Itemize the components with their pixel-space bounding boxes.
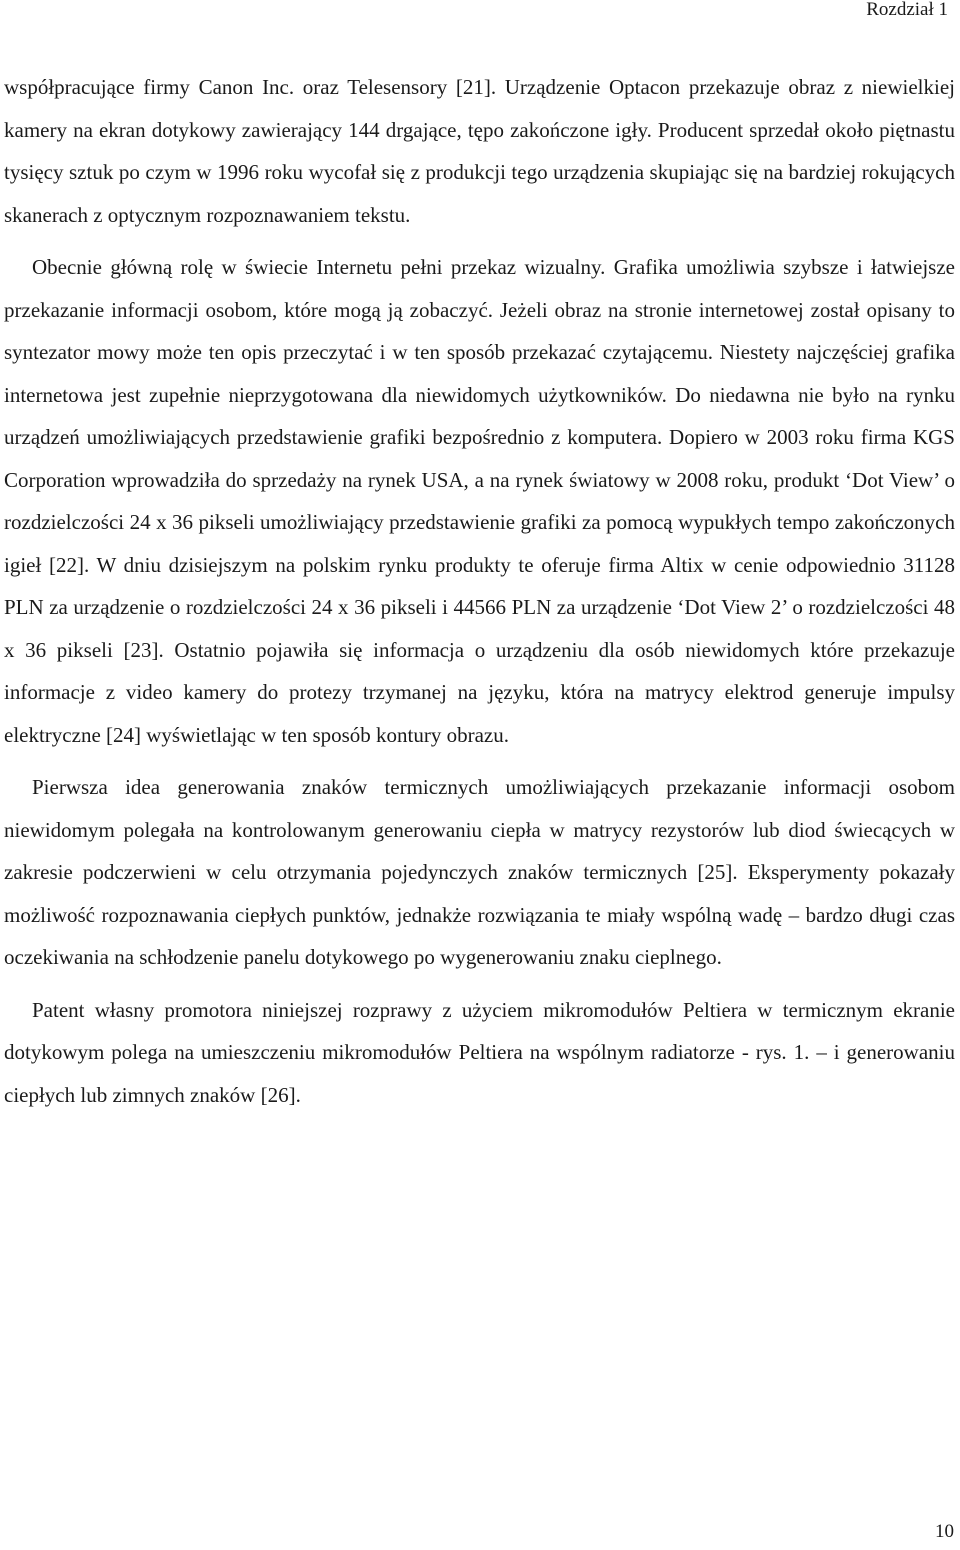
page-number: 10 (935, 1521, 954, 1542)
body-text (4, 66, 955, 1116)
paragraph-peltier-patent: Patent własny promotora niniejszej rozprawy z użyciem mikromodułów Peltiera w termicznym ekranie dotykowym polega na umieszczeniu mikromodułów Peltiera na wspólnym radiatorze - rys. 1. – i generowaniu ciepłych lub zimnych znaków [26]. (4, 997, 955, 1107)
running-header-chapter: Rozdział 1 (866, 0, 948, 20)
paragraph-thermal-signs: Pierwsza idea generowania znaków termicznych umożliwiających przekazanie informacji osobom niewidomym polegała na kontrolowanym generowaniu ciepła w matrycy rezystorów lub diod świecących w zakresie podczerwieni w celu otrzymania pojedynczych znaków termicznych [25]. Eksperymenty pokazały możliwość rozpoznawania ciepłych punktów, jednakże rozwiązania te miały wspólną wadę – bardzo długi czas oczekiwania na schłodzenie panelu dotykowego po wygenerowaniu znaku cieplnego. (4, 775, 955, 969)
paragraph-internet-graphics: Obecnie główną rolę w świecie Internetu pełni przekaz wizualny. Grafika umożliwia szybsze i łatwiejsze przekazanie informacji osobom, które mogą ją zobaczyć. Jeżeli obraz na stronie internetowej został opisany to syntezator mowy może ten opis przeczytać i w ten sposób przekazać czytającemu. Niestety najczęściej grafika internetowa jest zupełnie nieprzygotowana dla niewidomych użytkowników. Do niedawna nie było na rynku urządzeń umożliwiających przedstawienie grafiki bezpośrednio z komputera. Dopiero w 2003 roku firma KGS Corporation wprowadziła do sprzedaży na rynek USA, a na rynek światowy w 2008 roku, produkt ‘Dot View’ o rozdzielczości 24 x 36 pikseli umożliwiający przedstawienie grafiki za pomocą wypukłych tempo zakończonych igieł [22]. W dniu dzisiejszym na polskim rynku produkty te oferuje firma Altix w cenie odpowiednio 31128 PLN za urządzenie o rozdzielczości 24 x 36 pikseli i 44566 PLN za urządzenie ‘Dot View 2’ o rozdzielczości 48 x 36 pikseli [23]. Ostatnio pojawiła się informacja o urządzeniu dla osób niewidomych które przekazuje informacje z video kamery do protezy trzymanej na języku, która na matrycy elektrod generuje impulsy elektryczne [24] wyświetlając w ten sposób kontury obrazu. (4, 255, 955, 747)
paragraph-optacon: współpracujące firmy Canon Inc. oraz Telesensory [21]. Urządzenie Optacon przekazuje obraz z niewielkiej kamery na ekran dotykowy zawierający 144 drgające, tępo zakończone igły. Producent sprzedał około piętnastu tysięcy sztuk po czym w 1996 roku wycofał się z produkcji tego urządzenia skupiając się na bardziej rokujących skanerach z optycznym rozpoznawaniem tekstu. (4, 75, 955, 227)
